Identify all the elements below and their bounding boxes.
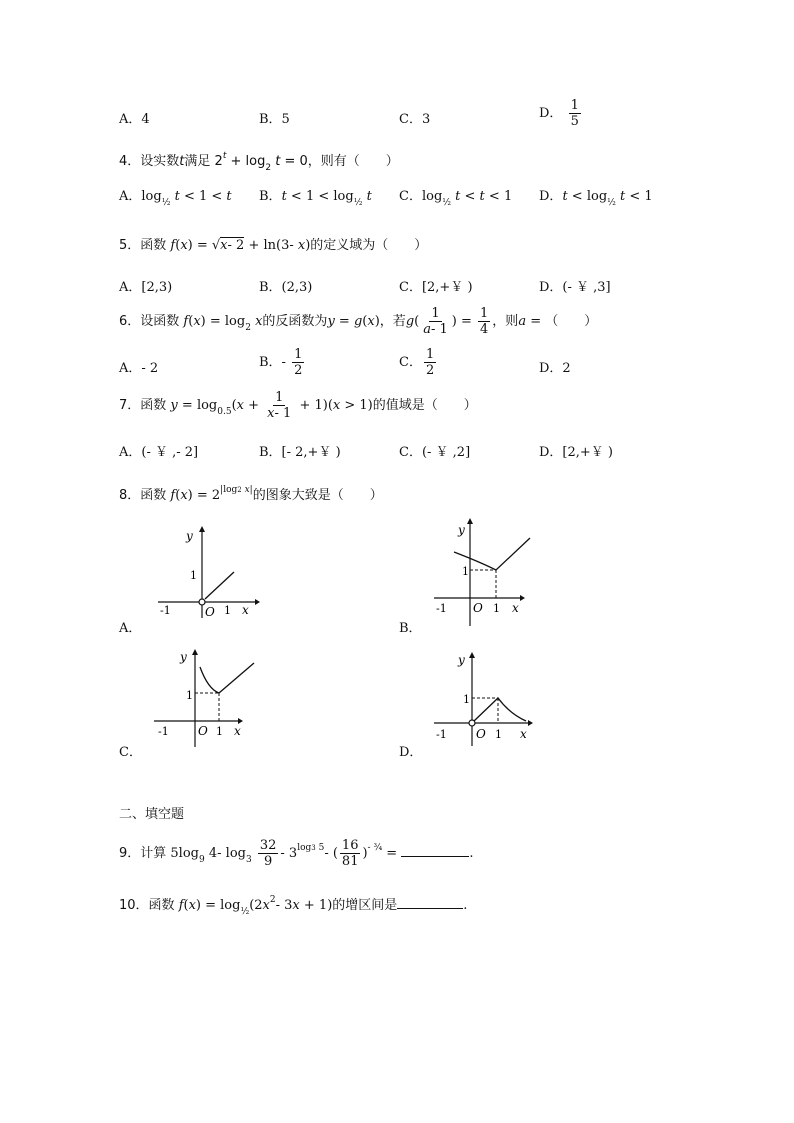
graph-a-x-label: x xyxy=(242,603,249,617)
graph-d xyxy=(432,648,542,748)
q5-option-a: A．[2,3) xyxy=(119,280,173,295)
q6-option-d: D．2 xyxy=(539,361,571,376)
q8-option-a-label: A． xyxy=(119,621,142,636)
graph-d-curve xyxy=(474,698,526,721)
q4-option-b: B．$t < 1 < \log_{\frac{1}{2}} t$ xyxy=(259,189,372,208)
q8-option-b-label: B． xyxy=(399,621,422,636)
graph-d-tick-neg1: -1 xyxy=(436,728,447,741)
q9-answer-blank[interactable] xyxy=(401,856,469,857)
graph-c xyxy=(150,645,260,750)
q5-stem: 5．函数 f(x) = √x- 2 + ln(3- x)的定义域为（ ） xyxy=(119,238,428,253)
q4-option-d: D．$t < \log_{\frac{1}{2}} t < 1$ xyxy=(539,189,653,208)
graph-d-open-point xyxy=(469,720,475,726)
q9-stem: 9．计算 $5\log_9$ 4- $\log_3$ $\frac{32}{9}$ - $3^{log3 5}-$ ( $\frac{16}{81}$ )$^{- \frac{3}{4}}$ = . xyxy=(119,838,474,869)
q8-option-d-label: D． xyxy=(399,745,423,760)
q5-option-b: B．(2,3) xyxy=(259,280,313,295)
q7-option-c: C．(- ￥ ,2] xyxy=(399,445,471,460)
q4-stem: 4．设实数t满足 $2^t + \log_2 t = 0$，则有（ ） xyxy=(119,151,399,173)
graph-c-curve xyxy=(200,663,254,693)
graph-a-curve xyxy=(205,572,234,599)
graph-d-x-arrow xyxy=(528,720,533,726)
graph-c-origin: O xyxy=(198,724,208,738)
graph-d-tick-1: 1 xyxy=(463,693,470,706)
q10-answer-blank[interactable] xyxy=(397,908,463,909)
q5-option-c: C．[2,+￥ ) xyxy=(399,280,473,295)
q6-stem: 6．设函数 $f(x) = \log_2 x$的反函数为y = g(x)，若g( $\frac{1}{a- 1}$ ) = $\frac{1}{4}$ ，则a = （ ） xyxy=(119,306,598,337)
q3-option-d: D． $\frac{1}{5}$ xyxy=(539,98,579,129)
q7-option-b: B．[- 2,+￥ ) xyxy=(259,445,341,460)
graph-b-x-label: x xyxy=(512,601,519,615)
q4-option-a: A．$\log_{\frac{1}{2}} t < 1 < t$ xyxy=(119,189,232,208)
graph-b-x-arrow xyxy=(520,595,525,601)
graph-a-tick-neg1: -1 xyxy=(160,604,171,617)
q3-option-c: C．3 xyxy=(399,112,431,127)
graph-d-y-label: y xyxy=(458,653,465,667)
q7-stem: 7．函数 $y = \log_{0.5}(x$ + $\frac{1}{x- 1}$ + 1)(x > 1)的值域是（ ） xyxy=(119,390,477,421)
q3-option-a: A．4 xyxy=(119,112,150,127)
graph-b-origin: O xyxy=(473,601,483,615)
graph-a-tick-1: 1 xyxy=(190,569,197,582)
graph-c-y-label: y xyxy=(180,650,187,664)
q10-stem: 10．函数 $f(x) = \log_{\frac{1}{2}}(2x^2-$ 3x + 1)的增区间是 . xyxy=(119,895,468,917)
q6-option-b: B．- $\frac{1}{2}$ xyxy=(259,347,303,378)
section-2-heading: 二、填空题 xyxy=(119,807,185,822)
graph-c-x-tick-1: 1 xyxy=(216,725,223,738)
graph-d-x-tick-1: 1 xyxy=(495,728,502,741)
graph-c-y-arrow xyxy=(192,649,198,655)
q6-option-a: A．- 2 xyxy=(119,361,159,376)
graph-c-x-label: x xyxy=(234,724,241,738)
graph-b-tick-1: 1 xyxy=(462,565,469,578)
q4-option-c: C．$\log_{\frac{1}{2}} t < t < 1$ xyxy=(399,189,513,208)
q8-option-c-label: C． xyxy=(119,745,142,760)
graph-b-y-label: y xyxy=(458,523,465,537)
graph-a-y-arrow xyxy=(199,526,205,532)
q6-option-c: C． $\frac{1}{2}$ xyxy=(399,347,435,378)
graph-a-y-label: y xyxy=(186,529,193,543)
q7-option-a: A．(- ￥ ,- 2] xyxy=(119,445,199,460)
graph-a-x-arrow xyxy=(255,599,260,605)
graph-d-y-arrow xyxy=(469,652,475,658)
graph-d-origin: O xyxy=(476,727,486,741)
q5-option-d: D．(- ￥ ,3] xyxy=(539,280,611,295)
graph-d-x-label: x xyxy=(520,727,527,741)
graph-a-x-tick-1: 1 xyxy=(224,604,231,617)
q3-option-b: B．5 xyxy=(259,112,290,127)
graph-c-tick-neg1: -1 xyxy=(158,725,169,738)
graph-a xyxy=(150,522,260,622)
graph-b-tick-neg1: -1 xyxy=(436,602,447,615)
graph-c-tick-1: 1 xyxy=(186,689,193,702)
graph-a-origin: O xyxy=(205,605,215,619)
graph-b-y-arrow xyxy=(467,518,473,524)
graph-b xyxy=(430,518,540,628)
q7-option-d: D．[2,+￥ ) xyxy=(539,445,613,460)
q3-option-d-fraction: $\frac{1}{5}$ xyxy=(570,98,579,129)
q8-stem: 8．函数 $f(x) = 2^{|log2 x|}$的图象大致是（ ） xyxy=(119,485,383,503)
graph-b-x-tick-1: 1 xyxy=(493,602,500,615)
